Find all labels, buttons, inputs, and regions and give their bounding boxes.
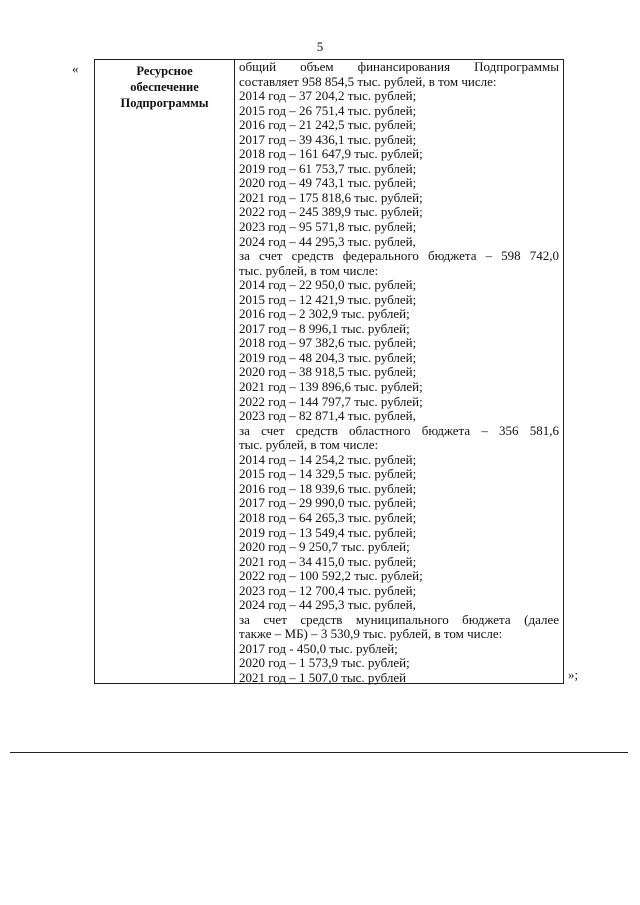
funding-line: 2022 год – 144 797,7 тыс. рублей; xyxy=(239,394,423,409)
funding-line: 2021 год – 34 415,0 тыс. рублей; xyxy=(239,554,417,569)
funding-line: за счет средств федерального бюджета – 598 742,0 xyxy=(239,249,559,264)
funding-line: 2019 год – 61 753,7 тыс. рублей; xyxy=(239,161,417,176)
resource-section-title: Ресурсное обеспечение Подпрограммы xyxy=(120,64,209,110)
funding-line: 2015 год – 26 751,4 тыс. рублей; xyxy=(239,103,417,118)
funding-line: 2015 год – 14 329,5 тыс. рублей; xyxy=(239,467,417,482)
funding-line: 2018 год – 97 382,6 тыс. рублей; xyxy=(239,336,417,351)
funding-line: 2019 год – 13 549,4 тыс. рублей; xyxy=(239,525,417,540)
funding-line: за счет средств областного бюджета – 356 581,6 xyxy=(239,423,559,438)
funding-line: 2018 год – 64 265,3 тыс. рублей; xyxy=(239,510,417,525)
funding-line: 2014 год – 22 950,0 тыс. рублей; xyxy=(239,278,417,293)
funding-line: 2021 год – 139 896,6 тыс. рублей; xyxy=(239,380,423,395)
funding-line: 2023 год – 82 871,4 тыс. рублей, xyxy=(239,409,416,424)
funding-line: 2018 год – 161 647,9 тыс. рублей; xyxy=(239,147,423,162)
funding-line: 2023 год – 95 571,8 тыс. рублей; xyxy=(239,220,417,235)
funding-line: 2014 год – 37 204,2 тыс. рублей; xyxy=(239,89,417,104)
funding-line: 2017 год – 39 436,1 тыс. рублей; xyxy=(239,132,417,147)
funding-line: за счет средств муниципального бюджета (далее xyxy=(239,612,559,627)
opening-quote: « xyxy=(72,61,79,76)
funding-line: тыс. рублей, в том числе: xyxy=(239,438,379,453)
funding-line: также – МБ) – 3 530,9 тыс. рублей, в том числе: xyxy=(239,627,503,642)
funding-line: 2022 год – 100 592,2 тыс. рублей; xyxy=(239,569,423,584)
funding-line: 2014 год – 14 254,2 тыс. рублей; xyxy=(239,452,417,467)
funding-line: общий объем финансирования Подпрограммы xyxy=(239,60,559,74)
funding-line: 2016 год – 2 302,9 тыс. рублей; xyxy=(239,307,410,322)
funding-line: 2016 год – 18 939,6 тыс. рублей; xyxy=(239,481,417,496)
funding-line: 2017 год – 8 996,1 тыс. рублей; xyxy=(239,321,410,336)
funding-line: 2017 год - 450,0 тыс. рублей; xyxy=(239,641,398,656)
funding-line: 2015 год – 12 421,9 тыс. рублей; xyxy=(239,292,417,307)
resource-table xyxy=(94,59,564,684)
funding-line: 2019 год – 48 204,3 тыс. рублей; xyxy=(239,350,417,365)
closing-quote: »; xyxy=(568,667,579,682)
table-label-cell xyxy=(95,60,235,683)
funding-line: 2016 год – 21 242,5 тыс. рублей; xyxy=(239,118,417,133)
footer-divider xyxy=(10,752,628,753)
funding-line: 2023 год – 12 700,4 тыс. рублей; xyxy=(239,583,417,598)
funding-line: составляет 958 854,5 тыс. рублей, в том числе: xyxy=(239,74,497,89)
funding-line: 2020 год – 1 573,9 тыс. рублей; xyxy=(239,656,410,671)
funding-line: 2021 год – 1 507,0 тыс. рублей xyxy=(239,670,407,685)
funding-line: тыс. рублей, в том числе: xyxy=(239,263,379,278)
funding-line: 2022 год – 245 389,9 тыс. рублей; xyxy=(239,205,423,220)
funding-line: 2020 год – 9 250,7 тыс. рублей; xyxy=(239,540,410,555)
funding-line: 2020 год – 38 918,5 тыс. рублей; xyxy=(239,365,417,380)
funding-line: 2020 год – 49 743,1 тыс. рублей; xyxy=(239,176,417,191)
funding-line: 2021 год – 175 818,6 тыс. рублей; xyxy=(239,190,423,205)
page-number: 5 xyxy=(316,39,324,54)
table-content-cell xyxy=(235,60,563,683)
funding-line: 2024 год – 44 295,3 тыс. рублей, xyxy=(239,598,416,613)
funding-line: 2024 год – 44 295,3 тыс. рублей, xyxy=(239,234,416,249)
funding-line: 2017 год – 29 990,0 тыс. рублей; xyxy=(239,496,417,511)
